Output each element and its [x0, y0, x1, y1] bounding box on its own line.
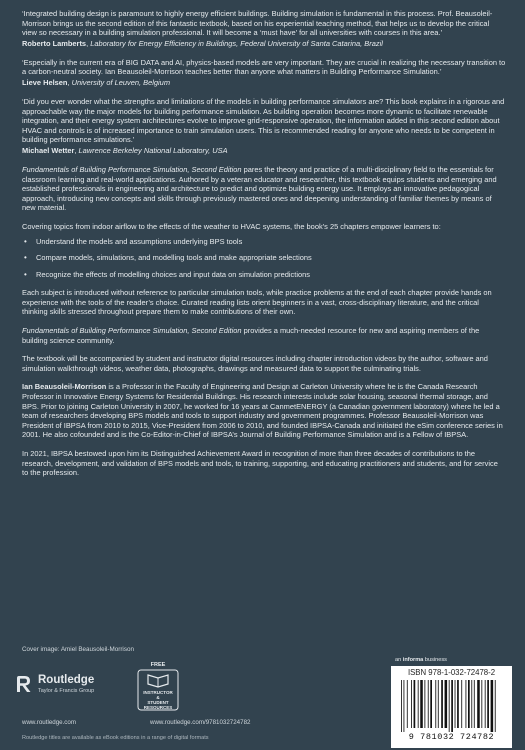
- barcode-bar: [451, 680, 453, 732]
- back-cover-text: [22, 9, 506, 478]
- barcode-bar: [471, 680, 472, 728]
- book-title: Fundamentals of Building Performance Simulation, Second Edition: [22, 164, 242, 174]
- barcode-bar: [404, 680, 405, 732]
- publisher-name: Routledge: [38, 674, 95, 686]
- quote-affiliation: University of Leuven, Belgium: [71, 77, 171, 87]
- barcode-bar: [411, 680, 412, 728]
- barcode-bar: [407, 680, 408, 728]
- footer: [0, 657, 525, 750]
- description-paragraph: [22, 326, 506, 345]
- author-bio-text: is a Professor in the Faculty of Engineering and Design at Carleton University where he is the Canada Research Professor in Innovative Energy Systems for Residential Buildings. His research interests include solar housing, seasonal thermal storage, and BPS. Prior to joining Carleton University in 2007, he worked for 16 years at CanmetENERGY (a Canadian government laboratory) where he led a team of researchers developing BPS models and tools to support industry and government programmes. Professor Beausoleil-Morrison was President of IBPSA from 2010 to 2015, Vice-President from 2006 to 2010, and founded IBPSA-Canada and initiated the eSim conference series in 2001. He also cofounded and is the Co-Editor-in-Chief of IBPSA’s Journal of Building Performance Simulation and is a Fellow of IBPSA.: [22, 382, 503, 440]
- barcode-bar: [461, 680, 462, 728]
- list-item: • Understand the models and assumptions underlying BPS tools: [36, 237, 506, 247]
- description-paragraph: The textbook will be accompanied by student and instructor digital resources including chapter introduction videos by the author, software and simulation walkthrough videos, weather data, photographs, drawings and measured data to support the culminating trials.: [22, 354, 488, 373]
- barcode-bar: [435, 680, 436, 728]
- barcode-bar: [428, 680, 429, 728]
- quote-text: ‘Did you ever wonder what the strengths and limitations of the models in building performance simulators are? This book explains in a rigorous and approachable way the major models for building performance simulation. As building operation becomes more dynamic to facilitate renewable integration, and their energy system architectures evolve to improve grid-responsive operation, the information added in this second edition about HVAC and controls is of increased importance to train simulation users. This is recommended reading for anyone who needs to be competent in building performance simulations.’: [22, 96, 505, 145]
- barcode-box: [391, 666, 512, 748]
- barcode-bar: [455, 680, 456, 728]
- barcode-bar: [491, 680, 494, 732]
- cover-credit: Cover image: Amiel Beausoleil-Morrison: [22, 646, 134, 653]
- barcode-bar: [420, 680, 423, 728]
- informa-business-label: [395, 657, 447, 663]
- learning-outcomes-list: [22, 237, 506, 280]
- free-label: FREE: [150, 662, 166, 668]
- book-url-link[interactable]: www.routledge.com/9781032724782: [150, 719, 251, 726]
- author-bio: [22, 382, 506, 440]
- description-paragraph: Covering topics from indoor airflow to the effects of the weather to HVAC systems, the book’s 25 chapters empower learners to:: [22, 221, 441, 231]
- barcode-bar: [485, 680, 486, 728]
- routledge-logo-icon: [14, 674, 34, 694]
- quote-attribution: Michael Wetter, Lawrence Berkeley National Laboratory, USA: [22, 145, 228, 155]
- isbn-text: ISBN 978-1-032-72478-2: [407, 668, 496, 677]
- quote-affiliation: Lawrence Berkeley National Laboratory, USA: [78, 145, 228, 155]
- badge-line: STUDENT: [147, 700, 169, 705]
- description-paragraph: [22, 165, 506, 213]
- informa-prefix: an: [395, 657, 403, 663]
- author-name: Ian Beausoleil-Morrison: [22, 382, 107, 392]
- instructor-resources-badge-icon: [137, 669, 179, 711]
- barcode-bar: [487, 680, 489, 728]
- book-title: Fundamentals of Building Performance Simulation, Second Edition: [22, 326, 242, 336]
- list-item: • Recognize the effects of modelling choices and input data on simulation predictions: [36, 270, 506, 280]
- ebook-note: Routledge titles are available as eBook editions in a range of digital formats: [22, 735, 209, 741]
- barcode-bar: [468, 680, 470, 728]
- barcode-bar: [414, 680, 416, 728]
- barcode-bar: [441, 680, 443, 728]
- barcode-bar: [477, 680, 480, 728]
- barcode-bar: [430, 680, 432, 728]
- informa-brand: informa: [402, 657, 424, 663]
- publisher-website-link[interactable]: www.routledge.com: [22, 719, 76, 726]
- quote-attribution: Roberto Lamberts, Laboratory for Energy Efficiency in Buildings, Federal University of Santa Catarina, Brazil: [22, 38, 383, 48]
- description-paragraph: Each subject is introduced without reference to particular simulation tools, while practice problems at the end of each chapter provide hands on experience with the tools of the reader’s choice. Curated reading lists orient beginners in a vast, cross-disciplinary literature, and the critical thinking skills stressed throughout prepare them to make contributions of their own.: [22, 288, 492, 317]
- quote-text: ‘Integrated building design is paramount to highly energy efficient buildings. Building simulation is fundamental in this process. Prof. Beausoleil-Morrison brings us the second edition of this fantastic textbook, based on his experiential teaching method, that helps us to develop the critical view so necessary in a building simulation professional. It will become a ‘must have’ for all universities with courses in this area.’: [22, 9, 493, 38]
- description-text: provides a much-needed resource for new and aspiring members of the building science community.: [22, 326, 480, 345]
- barcode-icon: [399, 680, 504, 732]
- quote-author: Lieve Helsen: [22, 77, 68, 87]
- quote-attribution: Lieve Helsen, University of Leuven, Belgium: [22, 77, 171, 87]
- barcode-bar: [418, 680, 419, 728]
- badge-line: INSTRUCTOR: [143, 690, 173, 695]
- barcode-bar: [495, 680, 496, 732]
- barcode-number: 9 781032 724782: [408, 732, 495, 742]
- barcode-bar: [466, 680, 467, 728]
- description-text: pares the theory and practice of a multi-disciplinary field to the essentials for classroom learning and real-world applications. Authored by a veteran educator and researcher, this textbook equips students and emerging and established professionals in engineering and architecture to predict and optimize building energy use. It employs an innovative pedagogical approach, introducing new concepts and skills through previously mastered ones and deepening understanding of familiar themes by means of new material.: [22, 164, 497, 213]
- quote-text: ‘Especially in the current era of BIG DATA and AI, physics-based models are very important. They are crucial in realizing the necessary transition to a carbon-neutral society. Ian Beausoleil-Morrison teaches better than anyone what matters in Building Performance Simulation.’: [22, 57, 506, 77]
- publisher-subtitle: Taylor & Francis Group: [38, 688, 95, 694]
- author-award: In 2021, IBPSA bestowed upon him its Distinguished Achievement Award in recognition of more than three decades of contributions to the research, development, and validation of BPS models and tools, to training, supporting, and educating practitioners and students, and for service to the profession.: [22, 449, 498, 478]
- quote-author: Roberto Lamberts: [22, 38, 87, 48]
- badge-line: RESOURCES: [143, 705, 173, 710]
- quote-affiliation: Laboratory for Energy Efficiency in Buildings, Federal University of Santa Catarina, Brazil: [90, 38, 383, 48]
- barcode-bar: [424, 680, 425, 728]
- barcode-bar: [438, 680, 439, 728]
- quote-author: Michael Wetter: [22, 145, 75, 155]
- barcode-bar: [457, 680, 459, 728]
- barcode-bar: [401, 680, 402, 732]
- barcode-bar: [449, 680, 450, 732]
- barcode-bar: [481, 680, 482, 728]
- informa-suffix: business: [423, 657, 447, 663]
- list-item: • Compare models, simulations, and modelling tools and make appropriate selections: [36, 253, 506, 263]
- barcode-bar: [474, 680, 475, 728]
- barcode-bar: [445, 680, 448, 728]
- badge-line: &: [156, 695, 160, 700]
